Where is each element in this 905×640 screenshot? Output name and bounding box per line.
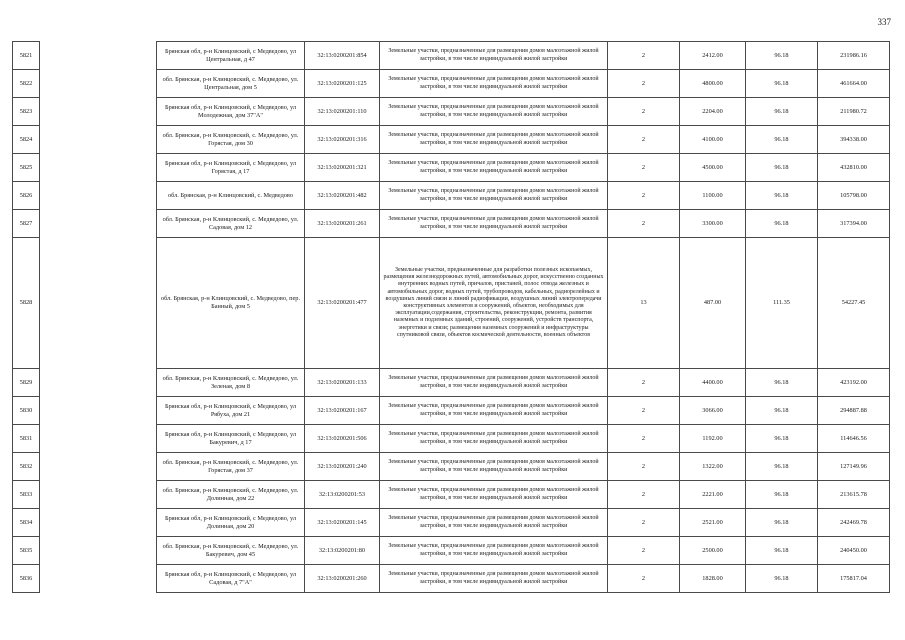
cell-land-purpose: Земельные участки, предназначенные для размещения домов малоэтажной жилой застройки, в том числе индивидуальной жилой застройки <box>380 425 608 453</box>
cell-purpose-code: 2 <box>608 425 680 453</box>
cell-land-purpose: Земельные участки, предназначенные для размещения домов малоэтажной жилой застройки, в том числе индивидуальной жилой застройки <box>380 42 608 70</box>
table-row <box>13 509 890 537</box>
cell-cadastral-number: 32:13:0200201:133 <box>305 369 380 397</box>
cell-rate: 96.18 <box>746 537 818 565</box>
cell-area: 4400.00 <box>680 369 746 397</box>
cell-cadastral-number: 32:13:0200201:506 <box>305 425 380 453</box>
cell-area: 1100.00 <box>680 182 746 210</box>
cell-total: 423192.00 <box>818 369 890 397</box>
cell-rate: 96.18 <box>746 42 818 70</box>
cell-rate: 96.18 <box>746 126 818 154</box>
cell-empty <box>40 154 157 182</box>
cell-cadastral-number: 32:13:0200201:854 <box>305 42 380 70</box>
cell-cadastral-number: 32:13:0200201:125 <box>305 70 380 98</box>
cell-cadastral-number: 32:13:0200201:80 <box>305 537 380 565</box>
cell-total: 114646.56 <box>818 425 890 453</box>
cell-row-number: 5828 <box>13 238 40 369</box>
cell-total: 127149.96 <box>818 453 890 481</box>
cell-purpose-code: 2 <box>608 210 680 238</box>
cell-purpose-code: 2 <box>608 509 680 537</box>
cell-address: Брянская обл, р-н Клинцовский, с Медведово, ул Бакуревич, д 17 <box>157 425 305 453</box>
cell-empty <box>40 98 157 126</box>
cell-land-purpose: Земельные участки, предназначенные для размещения домов малоэтажной жилой застройки, в том числе индивидуальной жилой застройки <box>380 565 608 593</box>
cell-purpose-code: 13 <box>608 238 680 369</box>
cell-row-number: 5830 <box>13 397 40 425</box>
cell-rate: 96.18 <box>746 565 818 593</box>
cell-purpose-code: 2 <box>608 126 680 154</box>
cell-purpose-code: 2 <box>608 453 680 481</box>
cell-purpose-code: 2 <box>608 369 680 397</box>
page-number: 337 <box>877 17 891 27</box>
cell-row-number: 5822 <box>13 70 40 98</box>
cell-address: Брянская обл, р-н Клинцовский, с Медведово, ул Центральная, д 47 <box>157 42 305 70</box>
table-row <box>13 42 890 70</box>
table-row <box>13 126 890 154</box>
cell-empty <box>40 537 157 565</box>
cell-total: 317394.00 <box>818 210 890 238</box>
table-row <box>13 70 890 98</box>
cell-rate: 96.18 <box>746 509 818 537</box>
cell-address: обл. Брянская, р-н Клинцовский, с. Медведово, ул. Горястая, дом 30 <box>157 126 305 154</box>
cell-empty <box>40 238 157 369</box>
cell-purpose-code: 2 <box>608 481 680 509</box>
table-row <box>13 238 890 369</box>
cell-row-number: 5836 <box>13 565 40 593</box>
cell-cadastral-number: 32:13:0200201:477 <box>305 238 380 369</box>
cell-rate: 96.18 <box>746 210 818 238</box>
cell-land-purpose: Земельные участки, предназначенные для размещения домов малоэтажной жилой застройки, в том числе индивидуальной жилой застройки <box>380 154 608 182</box>
cell-address: обл. Брянская, р-н Клинцовский, с. Медведово, ул. Зеленая, дом 8 <box>157 369 305 397</box>
cell-purpose-code: 2 <box>608 42 680 70</box>
cell-total: 231986.16 <box>818 42 890 70</box>
cell-land-purpose: Земельные участки, предназначенные для размещения домов малоэтажной жилой застройки, в том числе индивидуальной жилой застройки <box>380 98 608 126</box>
cell-cadastral-number: 32:13:0200201:110 <box>305 98 380 126</box>
cell-empty <box>40 42 157 70</box>
cell-cadastral-number: 32:13:0200201:261 <box>305 210 380 238</box>
cell-rate: 96.18 <box>746 70 818 98</box>
cell-row-number: 5825 <box>13 154 40 182</box>
cell-row-number: 5824 <box>13 126 40 154</box>
cell-land-purpose: Земельные участки, предназначенные для размещения домов малоэтажной жилой застройки, в том числе индивидуальной жилой застройки <box>380 210 608 238</box>
cell-purpose-code: 2 <box>608 182 680 210</box>
cell-land-purpose: Земельные участки, предназначенные для размещения домов малоэтажной жилой застройки, в том числе индивидуальной жилой застройки <box>380 182 608 210</box>
table-row <box>13 453 890 481</box>
cell-empty <box>40 126 157 154</box>
cell-purpose-code: 2 <box>608 397 680 425</box>
cell-area: 1322.00 <box>680 453 746 481</box>
cell-cadastral-number: 32:13:0200201:482 <box>305 182 380 210</box>
cell-land-purpose: Земельные участки, предназначенные для размещения домов малоэтажной жилой застройки, в том числе индивидуальной жилой застройки <box>380 369 608 397</box>
cell-area: 2221.00 <box>680 481 746 509</box>
cell-land-purpose: Земельные участки, предназначенные для размещения домов малоэтажной жилой застройки, в том числе индивидуальной жилой застройки <box>380 70 608 98</box>
cell-cadastral-number: 32:13:0200201:53 <box>305 481 380 509</box>
cell-land-purpose: Земельные участки, предназначенные для размещения домов малоэтажной жилой застройки, в том числе индивидуальной жилой застройки <box>380 509 608 537</box>
cell-cadastral-number: 32:13:0200201:316 <box>305 126 380 154</box>
cell-area: 2412.00 <box>680 42 746 70</box>
cell-area: 2204.00 <box>680 98 746 126</box>
cell-land-purpose: Земельные участки, предназначенные для разработки полезных ископаемых, размещения железнодорожных путей, автомобильных дорог, искусственно созданных внутренних водных путей, причалов, пристаней, полос отвода железных и автомобильных дорог, водных путей, трубопроводов, кабельных, радиорелейных и воздушных линий связи и линий радиофикации, воздушных линий электропередачи конструктивных элементов и сооружений, объектов, необходимых для эксплуатации,содержания, строительства, реконструкции, ремонта, развития наземных и подземных зданий, строений, сооружений, устройств транспорта, энергетики и связи; размещения наземных сооружений и инфраструктуры спутниковой связи, объектов космической деятельности, военных объектов <box>380 238 608 369</box>
cell-row-number: 5835 <box>13 537 40 565</box>
cell-total: 105798.00 <box>818 182 890 210</box>
cell-row-number: 5821 <box>13 42 40 70</box>
cell-total: 213615.78 <box>818 481 890 509</box>
cell-address: обл. Брянская, р-н Клинцовский, с. Медведово, пер. Банный, дом 5 <box>157 238 305 369</box>
cell-cadastral-number: 32:13:0200201:260 <box>305 565 380 593</box>
table-row <box>13 397 890 425</box>
land-registry-table <box>12 41 890 593</box>
cell-row-number: 5832 <box>13 453 40 481</box>
cell-rate: 96.18 <box>746 481 818 509</box>
cell-empty <box>40 397 157 425</box>
table-row <box>13 369 890 397</box>
cell-area: 4800.00 <box>680 70 746 98</box>
cell-address: Брянская обл, р-н Клинцовский, с Медведово, ул Долинная, дом 20 <box>157 509 305 537</box>
cell-address: обл. Брянская, р-н Клинцовский, с. Медведово <box>157 182 305 210</box>
cell-address: Брянская обл, р-н Клинцовский, с Медведово, ул Молодежная, дом 37"А" <box>157 98 305 126</box>
cell-cadastral-number: 32:13:0200201:321 <box>305 154 380 182</box>
cell-total: 461664.00 <box>818 70 890 98</box>
cell-empty <box>40 70 157 98</box>
table-row <box>13 425 890 453</box>
cell-empty <box>40 369 157 397</box>
cell-area: 1192.00 <box>680 425 746 453</box>
cell-area: 4100.00 <box>680 126 746 154</box>
cell-rate: 96.18 <box>746 453 818 481</box>
cell-address: обл. Брянская, р-н Клинцовский, с. Медведово, ул. Садовая, дом 12 <box>157 210 305 238</box>
cell-total: 240450.00 <box>818 537 890 565</box>
cell-row-number: 5833 <box>13 481 40 509</box>
cell-row-number: 5827 <box>13 210 40 238</box>
cell-empty <box>40 425 157 453</box>
cell-row-number: 5831 <box>13 425 40 453</box>
table-row <box>13 182 890 210</box>
cell-purpose-code: 2 <box>608 537 680 565</box>
cell-address: Брянская обл, р-н Клинцовский, с Медведово, ул Горястая, д 17 <box>157 154 305 182</box>
cell-empty <box>40 453 157 481</box>
cell-address: обл. Брянская, р-н Клинцовский, с. Медведово, ул. Центральная, дом 5 <box>157 70 305 98</box>
cell-empty <box>40 182 157 210</box>
cell-rate: 96.18 <box>746 425 818 453</box>
cell-cadastral-number: 32:13:0200201:167 <box>305 397 380 425</box>
cell-land-purpose: Земельные участки, предназначенные для размещения домов малоэтажной жилой застройки, в том числе индивидуальной жилой застройки <box>380 126 608 154</box>
cell-empty <box>40 509 157 537</box>
cell-purpose-code: 2 <box>608 98 680 126</box>
table-row <box>13 210 890 238</box>
cell-area: 1828.00 <box>680 565 746 593</box>
table-row <box>13 154 890 182</box>
table-row <box>13 481 890 509</box>
cell-total: 175817.04 <box>818 565 890 593</box>
cell-purpose-code: 2 <box>608 154 680 182</box>
cell-area: 487.00 <box>680 238 746 369</box>
cell-rate: 96.18 <box>746 182 818 210</box>
cell-area: 3066.00 <box>680 397 746 425</box>
cell-rate: 96.18 <box>746 98 818 126</box>
cell-area: 4500.00 <box>680 154 746 182</box>
cell-rate: 96.18 <box>746 154 818 182</box>
cell-row-number: 5829 <box>13 369 40 397</box>
cell-total: 432810.00 <box>818 154 890 182</box>
cell-address: обл. Брянская, р-н Клинцовский, с. Медведово, ул. Долинная, дом 22 <box>157 481 305 509</box>
cell-land-purpose: Земельные участки, предназначенные для размещения домов малоэтажной жилой застройки, в том числе индивидуальной жилой застройки <box>380 537 608 565</box>
table-row <box>13 98 890 126</box>
cell-total: 242469.78 <box>818 509 890 537</box>
table-row <box>13 537 890 565</box>
cell-total: 211980.72 <box>818 98 890 126</box>
cell-rate: 111.35 <box>746 238 818 369</box>
cell-address: обл. Брянская, р-н Клинцовский, с. Медведово, ул. Бакуревич, дом 45 <box>157 537 305 565</box>
cell-row-number: 5823 <box>13 98 40 126</box>
cell-cadastral-number: 32:13:0200201:145 <box>305 509 380 537</box>
cell-rate: 96.18 <box>746 397 818 425</box>
cell-address: Брянская обл, р-н Клинцовский, с Медведово, ул Садовая, д 7"А" <box>157 565 305 593</box>
cell-purpose-code: 2 <box>608 565 680 593</box>
cell-address: Брянская обл, р-н Клинцовский, с Медведово, ул Рябуха, дом 21 <box>157 397 305 425</box>
cell-area: 3300.00 <box>680 210 746 238</box>
cell-purpose-code: 2 <box>608 70 680 98</box>
cell-land-purpose: Земельные участки, предназначенные для размещения домов малоэтажной жилой застройки, в том числе индивидуальной жилой застройки <box>380 397 608 425</box>
registry-body <box>13 42 890 593</box>
table-row <box>13 565 890 593</box>
cell-area: 2521.00 <box>680 509 746 537</box>
cell-land-purpose: Земельные участки, предназначенные для размещения домов малоэтажной жилой застройки, в том числе индивидуальной жилой застройки <box>380 453 608 481</box>
cell-total: 54227.45 <box>818 238 890 369</box>
cell-cadastral-number: 32:13:0200201:240 <box>305 453 380 481</box>
cell-rate: 96.18 <box>746 369 818 397</box>
cell-land-purpose: Земельные участки, предназначенные для размещения домов малоэтажной жилой застройки, в том числе индивидуальной жилой застройки <box>380 481 608 509</box>
cell-row-number: 5834 <box>13 509 40 537</box>
cell-empty <box>40 481 157 509</box>
cell-empty <box>40 565 157 593</box>
cell-empty <box>40 210 157 238</box>
cell-address: обл. Брянская, р-н Клинцовский, с. Медведово, ул. Горястая, дом 37 <box>157 453 305 481</box>
cell-row-number: 5826 <box>13 182 40 210</box>
cell-area: 2500.00 <box>680 537 746 565</box>
cell-total: 294887.88 <box>818 397 890 425</box>
cell-total: 394338.00 <box>818 126 890 154</box>
